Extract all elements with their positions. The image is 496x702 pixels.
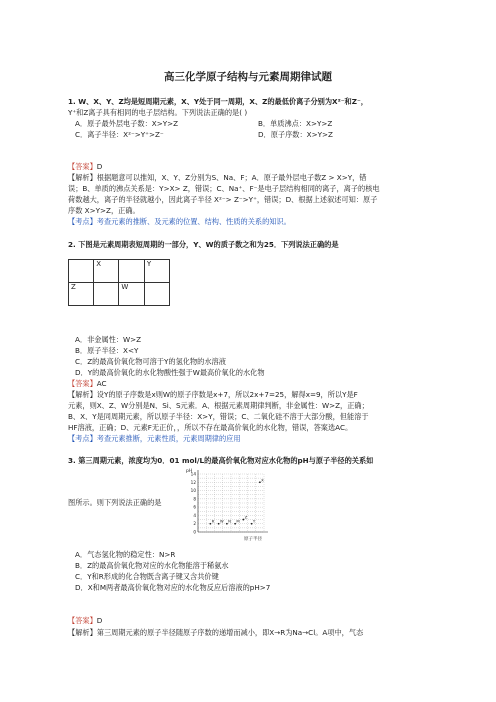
table-cell [69,260,94,283]
q1-explanation-4: 序数 X>Y>Z，正确。 [68,206,140,215]
y-tick-label: 14 [190,471,196,477]
y-tick-label: 0 [193,529,196,535]
q1-explanation-1: 【解析】根据题意可以推知，X、Y、Z分别为S、Na、F；A．原子最外层电子数Z > X>Y，错 [68,173,367,182]
q1-answer-value: D [96,162,103,171]
q3-option-c: C．Y和R形成的化合物既含离子键又含共价键 [75,572,219,581]
table-cell [144,283,169,306]
q3-stem-line2: 图所示。则下列说法正确的是 [68,498,162,507]
point-label: R [211,518,215,524]
chart-y-label: pH [186,469,193,474]
y-tick-label: 2 [193,521,196,527]
y-tick-label: 10 [190,488,196,494]
q2-explanation-2: 元素，则X、Z、W分别是N、Si、S元素．A、根据元素周期律判断，非金属性：W>Z，正确； [68,401,369,410]
q1-stem-line2: Y⁺和Z离子具有相同的电子层结构。下列说法正确的是( ) [68,108,248,117]
q1-explanation-2: 误；B、单质的沸点关系是：Y>X> Z，错误；C、Na⁺、F⁻是电子层结构相同的离子，离子的核电 [68,184,380,193]
y-tick-label: 8 [193,496,196,502]
q1-option-d: D．原子序数：X>Y>Z [258,130,333,139]
y-tick-label: 6 [193,504,196,510]
answer-label: 【答案】 [68,616,97,625]
answer-label: 【答案】 [68,379,97,388]
point-label: Y [252,518,256,524]
table-cell: Y [144,260,169,283]
q2-option-a: A．非金属性：W>Z [75,335,142,344]
q2-option-c: C．Z的最高价氧化物可溶于Y的氢化物的水溶液 [75,357,226,366]
table-cell: X [94,260,119,283]
point-label: M [236,518,240,524]
table-row [69,260,170,283]
q2-option-b: B．原子半径：X<Y [75,346,139,355]
point-label: Z [244,514,248,520]
point-label: W [219,518,224,524]
y-tick-label: 12 [190,479,196,485]
q2-stem: 2. 下图是元素周期表短周期的一部分，Y、W的质子数之和为25．下列说法正确的是 [68,240,339,249]
periodic-table-fragment [68,259,170,306]
q3-explanation-1: 【解析】第三周期元素的原子半径随原子序数的递增而减小，即X→R为Na→Cl。A项中，气态 [68,628,364,637]
q2-answer [68,379,107,388]
table-cell [119,260,144,283]
chart-x-label: 原子半径 [244,537,262,542]
q3-answer-value: D [96,616,103,625]
page-title: 高三化学原子结构与元素周期律试题 [164,71,332,83]
table-cell: W [119,283,144,306]
q1-stem-line1: 1. W、X、Y、Z均是短周期元素，X、Y处于同一周期，X、Z的最低价离子分别为X²⁻和Z⁻， [68,97,368,106]
q1-option-a: A．原子最外层电子数：X>Y>Z [75,119,179,128]
q2-explanation-3: B、X、Y是同周期元素，所以原子半径：X>Y，错误；C、二氧化硅不溶于大部分酸，但能溶于 [68,412,369,421]
q1-explanation-3: 荷数越大，离子的半径就越小，因此离子半径 X²⁻> Z⁻>Y⁺，错误；D、根据上述叙述可知：原子 [68,195,378,204]
point-label: X [261,477,264,483]
q2-answer-value: AC [96,379,107,388]
answer-label: 【答案】 [68,162,97,171]
q3-stem-line1: 3. 第三周期元素，浓度均为0．01 mol/L的最高价氧化物对应水化物的pH与原子半径的关系如 [68,456,374,465]
q2-explanation-4: HF溶液，正确；D、元素F无正价，，所以不存在最高价氧化的水化物，错误，答案选AC。 [68,423,353,432]
q1-option-b: B．单质沸点：X>Y>Z [258,119,333,128]
table-cell [94,283,119,306]
chart-axes [198,470,268,532]
point-label: N [228,518,231,524]
y-tick-label: 4 [193,512,196,518]
q3-option-a: A．气态氢化物的稳定性：N>R [75,550,176,559]
q1-answer [68,162,102,171]
chart-y-ticks [191,472,197,535]
q1-option-c: C．离子半径：X²⁻>Y⁺>Z⁻ [75,130,164,139]
q3-option-d: D．X和M两者最高价氧化物对应的水化物反应后溶液的pH>7 [75,583,271,592]
q2-explanation-1: 【解析】设Y的原子序数是x则W的原子序数是x+7，所以2x+7=25，解得x=9，所以Y是F [68,390,358,399]
table-row [69,283,170,306]
q2-point: 【考点】考查元素推断，元素性质，元素周期律的应用 [68,434,241,443]
q1-point: 【考点】考查元素的推断、及元素的位置、结构、性质的关系的知识。 [68,217,291,226]
q2-option-d: D．Y的最高价氧化的水化物酸性强于W最高价氧化的水化物 [75,368,265,377]
q3-answer [68,616,102,625]
q3-option-b: B．Z的最高价氧化物对应的水化物能溶于稀氨水 [75,561,229,570]
ph-radius-chart [184,466,272,542]
table-cell: Z [69,283,94,306]
